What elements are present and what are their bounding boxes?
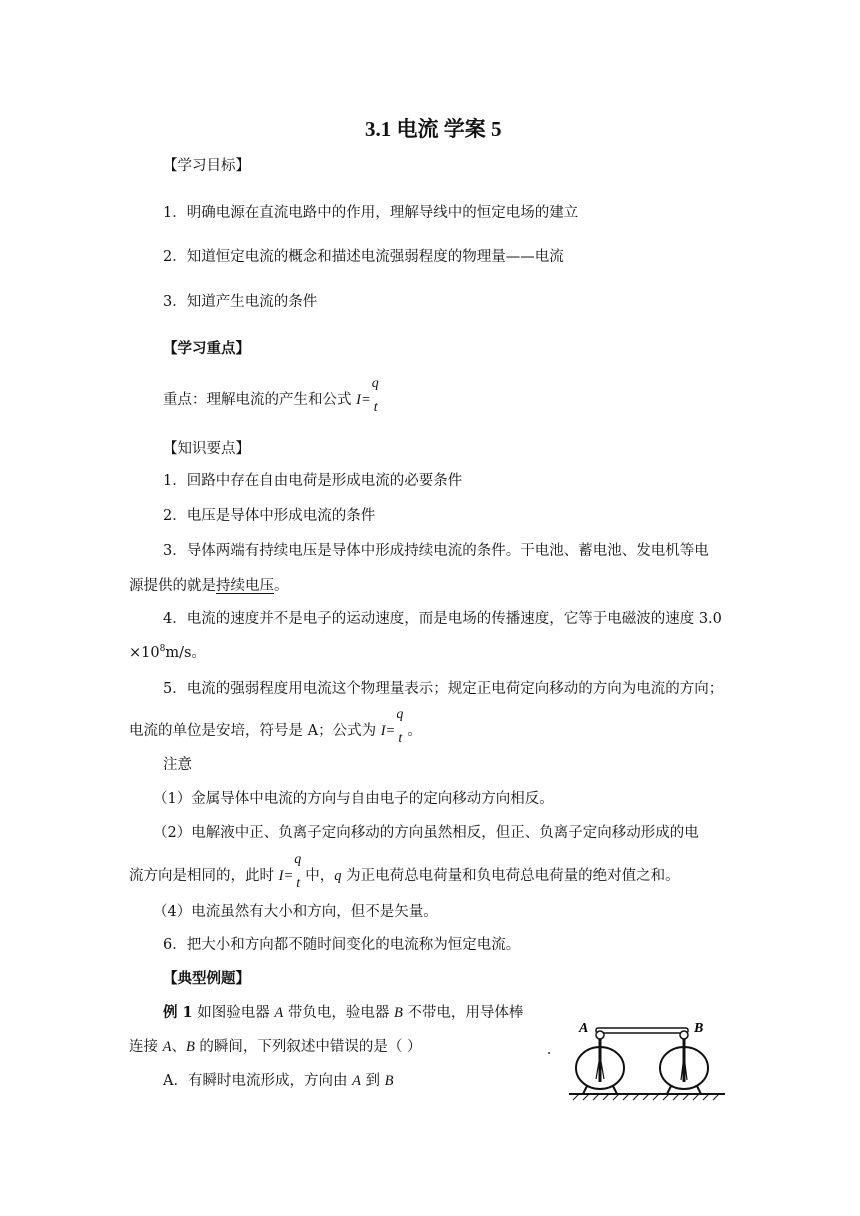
option-a-text: 到: [360, 1073, 385, 1089]
example-1-text: 的瞬间，下列叙述中错误的是（ ）: [194, 1039, 422, 1055]
formula-numerator: q: [396, 707, 404, 722]
speed-unit: m/s。: [165, 645, 206, 661]
focus-text: [163, 376, 383, 415]
example-1-text: 如图验电器: [192, 1005, 275, 1021]
conductor-rod: [596, 1028, 688, 1033]
example-1-line-1: [163, 1004, 523, 1022]
electroscope-a: A: [352, 1073, 361, 1089]
formula-fraction: [293, 852, 305, 891]
figure-label-a: A: [579, 1021, 589, 1036]
formula-denominator: t: [373, 400, 378, 415]
formula-lhs: I=: [278, 868, 294, 884]
speed-exponent: 8: [159, 644, 166, 654]
knowledge-heading: 【知识要点】: [163, 441, 250, 457]
knowledge-point-1: 1．回路中存在自由电荷是形成电流的必要条件: [163, 473, 463, 489]
note-2-text: 流方向是相同的，此时: [129, 868, 279, 884]
knowledge-point-4-line-2: [129, 644, 206, 662]
example-1-line-2: [129, 1038, 422, 1056]
page-title: 3.1 电流 学案 5: [365, 117, 502, 141]
formula-lhs: I=: [380, 723, 396, 739]
note-2-end: 为正电荷总电荷量和负电荷总电荷量的绝对值之和。: [341, 868, 680, 884]
electroscope-a: A: [274, 1005, 284, 1021]
note-2-line-1: （2）电解液中正、负离子定向移动的方向虽然相反，但正、负离子定向移动形成的电: [153, 825, 699, 841]
formula-numerator: q: [294, 852, 302, 867]
electroscope-b: B: [393, 1005, 403, 1021]
knowledge-point-6: 6．把大小和方向都不随时间变化的电流称为恒定电流。: [163, 937, 521, 953]
knowledge-point-5-end: 。: [407, 723, 422, 739]
knowledge-point-5-line-1: 5．电流的强弱程度用电流这个物理量表示；规定正电荷定向移动的方向为电流的方向；: [163, 681, 724, 697]
formula-fraction: [395, 707, 407, 746]
formula-denominator: t: [296, 876, 301, 891]
focus-heading: 【学习重点】: [163, 340, 250, 357]
electroscope-figure: [565, 1016, 730, 1101]
electroscope-a-body: [576, 1031, 624, 1094]
note-4: （4）电流虽然有大小和方向，但不是矢量。: [153, 904, 438, 920]
note-2-mid: 中，: [305, 868, 335, 884]
electroscope-b: B: [384, 1073, 394, 1089]
knowledge-point-2: 2．电压是导体中形成电流的条件: [163, 508, 376, 524]
examples-heading: 【典型例题】: [163, 970, 250, 987]
note-1: （1）金属导体中电流的方向与自由电子的定向移动方向相反。: [153, 791, 554, 807]
knowledge-point-3-line-2: [129, 577, 289, 595]
note-label: 注意: [163, 757, 192, 773]
example-label: 例 1: [163, 1004, 193, 1021]
example-1-text: 带负电，验电器: [283, 1005, 394, 1021]
objectives-heading: 【学习目标】: [163, 158, 250, 174]
formula-fraction: [371, 376, 383, 415]
charge-symbol: q: [334, 868, 342, 884]
stray-dot: [548, 1052, 550, 1054]
electroscope-b: B: [185, 1039, 195, 1055]
knowledge-point-3-text: 源提供的就是: [129, 578, 216, 594]
formula-lhs: I=: [356, 392, 371, 408]
example-1-text: 不带电，用导体棒: [402, 1005, 524, 1021]
electroscope-a: A: [162, 1039, 172, 1055]
objective-3: 3．知道产生电流的条件: [163, 294, 318, 310]
knowledge-point-4-line-1: 4．电流的速度并不是电子的运动速度，而是电场的传播速度，它等于电磁波的速度 3.0: [163, 611, 722, 627]
focus-label: 重点：理解电流的产生和公式: [163, 392, 357, 408]
objective-2: 2．知道恒定电流的概念和描述电流强弱程度的物理量——电流: [163, 249, 564, 265]
knowledge-point-3-end: 。: [274, 578, 289, 594]
speed-mantissa: ×10: [129, 645, 160, 661]
underlined-term: 持续电压: [216, 578, 274, 594]
knowledge-point-5-line-2: [129, 707, 422, 746]
option-a-text: A．有瞬时电流形成，方向由: [163, 1073, 353, 1089]
knowledge-point-5-text: 电流的单位是安培，符号是 A；公式为: [129, 723, 381, 739]
figure-label-b: B: [694, 1021, 704, 1036]
formula-numerator: q: [371, 376, 379, 391]
objective-1: 1．明确电源在直流电路中的作用，理解导线中的恒定电场的建立: [163, 205, 579, 221]
formula-denominator: t: [398, 731, 403, 746]
knowledge-point-3-line-1: 3．导体两端有持续电压是导体中形成持续电流的条件。干电池、蓄电池、发电机等电: [163, 543, 709, 559]
electroscope-b-body: [660, 1031, 708, 1094]
example-1-text: 、: [171, 1039, 186, 1055]
note-2-line-2: [129, 852, 680, 891]
option-a: [163, 1072, 394, 1090]
example-1-text: 连接: [129, 1039, 163, 1055]
